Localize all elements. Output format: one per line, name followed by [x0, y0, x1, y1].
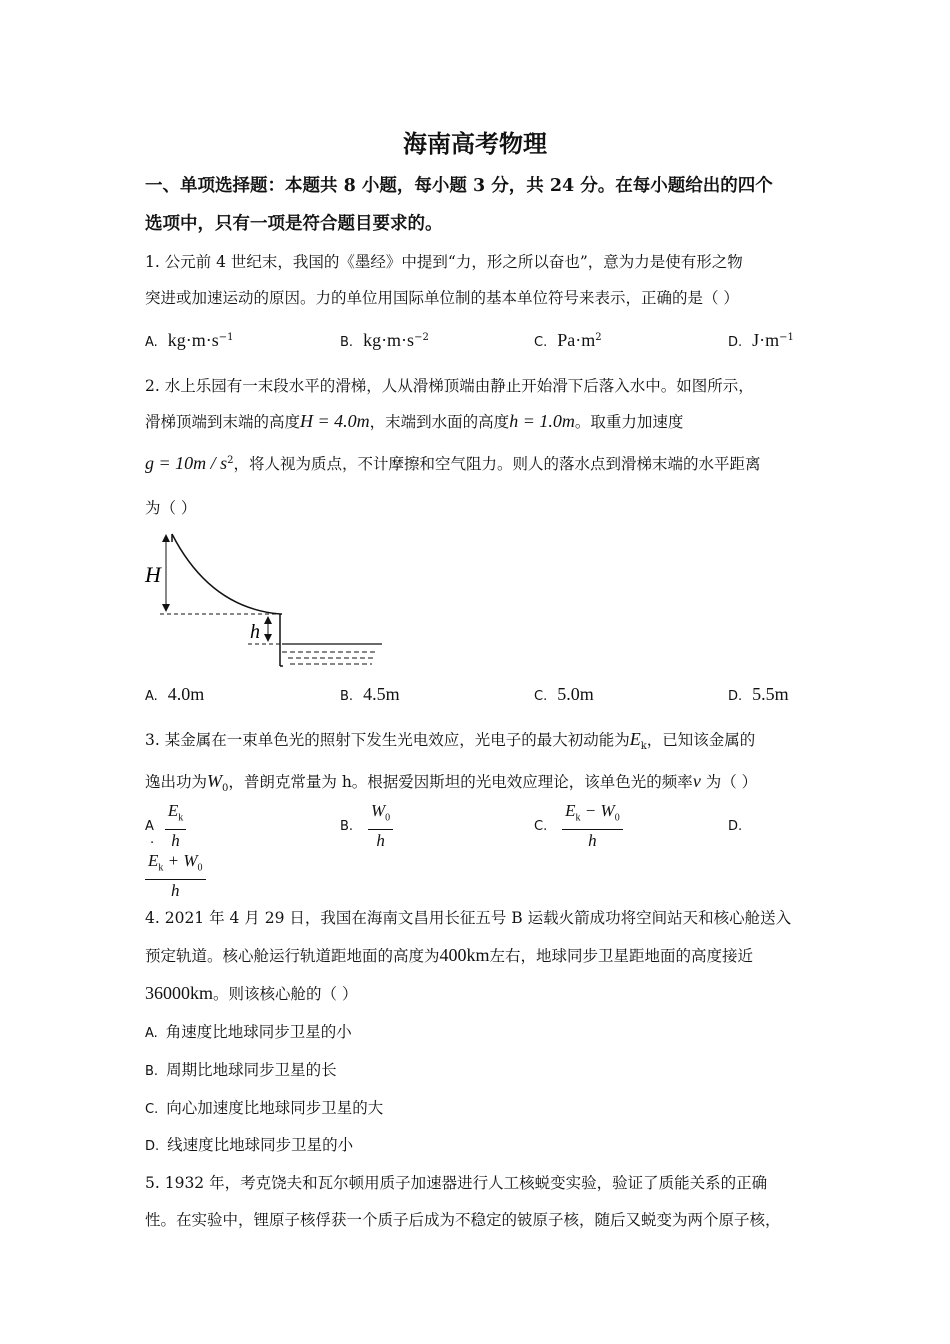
- q4-line2: 预定轨道。核心舱运行轨道距地面的高度为400km左右，地球同步卫星距地面的高度接近: [145, 945, 754, 965]
- q5-line2: 性。在实验中，锂原子核俘获一个质子后成为不稳定的铍原子核，随后又蜕变为两个原子核，: [145, 1211, 781, 1229]
- q1-option-d: D. $J\cdot m^{-1}$: [728, 330, 794, 350]
- h-label: h: [250, 621, 260, 643]
- q2-line4: 为（ ）: [145, 499, 197, 517]
- q3-option-a: A $\frac{E_k}{h}$: [145, 800, 186, 852]
- q2-option-b: B. 4.5m: [340, 684, 400, 704]
- section-heading-line1: 一、单项选择题：本题共 8 小题，每小题 3 分，共 24 分。在每小题给出的四个: [145, 176, 773, 196]
- q2-line2: 滑梯顶端到末端的高度H = 4.0m，末端到水面的高度h = 1.0m。取重力加速度: [145, 411, 684, 431]
- section-heading-line2: 选项中，只有一项是符合题目要求的。: [145, 214, 443, 234]
- q3-line2: 逸出功为$W_0$，普朗克常量为 h。根据爱因斯坦的光电效应理论，该单色光的频率ν 为（ ）: [145, 771, 758, 795]
- H-label: H: [145, 562, 161, 587]
- q3-option-d: $\frac{E_k + W_0}{h}$: [145, 850, 206, 902]
- q2-line3: $g = 10m / s^2$，将人视为质点，不计摩擦和空气阻力。则人的落水点到滑梯末端的水平距离: [145, 453, 761, 473]
- q3-option-c: C. $\frac{E_k - W_0}{h}$: [534, 800, 623, 852]
- q2-option-a: A. 4.0m: [145, 684, 205, 704]
- q1-option-b: B. $kg\cdot m\cdot s^{-2}$: [340, 330, 429, 350]
- q2-option-c: C. 5.0m: [534, 684, 594, 704]
- q1-line1: 1. 公元前 4 世纪末，我国的《墨经》中提到“力，形之所以奋也”，意为力是使有形之物: [145, 253, 743, 271]
- q5-line1: 5. 1932 年，考克饶夫和瓦尔顿用质子加速器进行人工核蜕变实验，验证了质能关系的正确: [145, 1174, 768, 1192]
- q4-option-d: D. 线速度比地球同步卫星的小: [145, 1136, 354, 1154]
- slide-diagram: [140, 528, 390, 673]
- q2-line1: 2. 水上乐园有一末段水平的滑梯，人从滑梯顶端由静止开始滑下后落入水中。如图所示，: [145, 377, 754, 395]
- q4-option-c: C. 向心加速度比地球同步卫星的大: [145, 1099, 384, 1117]
- q3-line1: 3. 某金属在一束单色光的照射下发生光电效应，光电子的最大初动能为$E_k$，已知该金属的: [145, 729, 756, 753]
- q1-line2: 突进或加速运动的原因。力的单位用国际单位制的基本单位符号来表示，正确的是（ ）: [145, 289, 739, 307]
- slide-curve: [172, 534, 282, 614]
- q3-option-b: B. $\frac{W_0}{h}$: [340, 800, 393, 852]
- q3-option-a-dot: .: [150, 832, 155, 847]
- q4-option-b: B. 周期比地球同步卫星的长: [145, 1061, 337, 1079]
- q1-option-a: A. $kg\cdot m\cdot s^{-1}$: [145, 330, 234, 350]
- q1-option-c: C. $Pa\cdot m^2$: [534, 330, 602, 350]
- q2-option-d: D. 5.5m: [728, 684, 789, 704]
- q3-option-d-label: D.: [728, 819, 743, 834]
- q4-line3: 36000km。则该核心舱的（ ）: [145, 983, 358, 1003]
- page-title: 海南高考物理: [403, 129, 547, 158]
- q4-line1: 4. 2021 年 4 月 29 日，我国在海南文昌用长征五号 B 运载火箭成功将空间站天和核心舱送入: [145, 909, 792, 927]
- q4-option-a: A. 角速度比地球同步卫星的小: [145, 1023, 352, 1041]
